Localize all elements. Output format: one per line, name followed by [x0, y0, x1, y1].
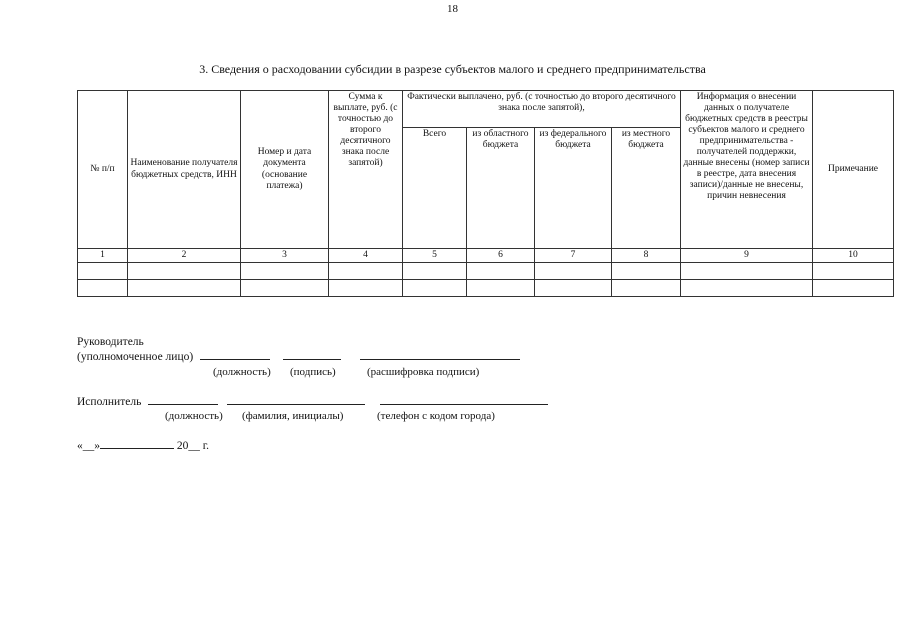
head-label: Руководитель: [77, 336, 144, 348]
table-cell: [813, 263, 894, 280]
table-cell: [403, 263, 467, 280]
table-cell: [467, 263, 535, 280]
executor-line: [77, 396, 548, 408]
table-cell: [128, 263, 241, 280]
section-title: 3. Сведения о расходовании субсидии в разрезе субъектов малого и среднего предпринимательства: [199, 62, 706, 76]
column-number: 1: [78, 249, 128, 263]
column-number: 2: [128, 249, 241, 263]
table-cell: [813, 280, 894, 297]
head-position-caption: (должность): [213, 366, 271, 378]
column-number: 8: [612, 249, 681, 263]
head-signature-caption: (подпись): [290, 366, 336, 378]
header-local-budget: из местного бюджета: [612, 128, 681, 249]
head-position-line: [200, 358, 270, 360]
table-cell: [329, 263, 403, 280]
date-year: 20__ г.: [176, 440, 210, 452]
executor-name-caption: (фамилия, инициалы): [242, 410, 344, 422]
table-cell: [612, 280, 681, 297]
column-number: 6: [467, 249, 535, 263]
table-cell: [535, 263, 612, 280]
table-cell: [78, 263, 128, 280]
header-regional-budget: из областного бюджета: [467, 128, 535, 249]
column-numbers-row: [78, 249, 894, 263]
header-amount-to-pay: Сумма к выплате, руб. (с точностью до второго десятичного знака после запятой): [329, 91, 403, 249]
table-cell: [128, 280, 241, 297]
header-note: Примечание: [813, 91, 894, 249]
table-cell: [241, 280, 329, 297]
executor-phone-caption: (телефон с кодом города): [377, 410, 495, 422]
date-day: «__»: [77, 440, 100, 452]
page-number: 18: [447, 3, 458, 15]
table-row: [78, 280, 894, 297]
column-number: 7: [535, 249, 612, 263]
table-cell: [681, 263, 813, 280]
column-number: 5: [403, 249, 467, 263]
header-document: Номер и дата документа (основание платежа): [241, 91, 329, 249]
column-number: 9: [681, 249, 813, 263]
column-number: 3: [241, 249, 329, 263]
table-cell: [612, 263, 681, 280]
table-row: [78, 263, 894, 280]
table-cell: [329, 280, 403, 297]
table-cell: [467, 280, 535, 297]
header-registry-info: Информация о внесении данных о получателе бюджетных средств в реестры субъектов малого и среднего предпринимательства - получателей поддержки, данные внесены (номер записи в реестре, дата внесения записи)/данные не внесены, причин невнесения: [681, 91, 813, 249]
head-decoding-caption: (расшифровка подписи): [367, 366, 480, 378]
executor-position-caption: (должность): [165, 410, 223, 422]
column-number: 10: [813, 249, 894, 263]
head-authorized-line: [77, 351, 520, 363]
table-cell: [78, 280, 128, 297]
executor-label: Исполнитель: [77, 396, 142, 408]
executor-name-line: [227, 403, 365, 405]
header-total: Всего: [403, 128, 467, 249]
table-cell: [681, 280, 813, 297]
head-decoding-line: [360, 358, 520, 360]
subsidy-expenditure-table: [77, 90, 894, 297]
executor-phone-line: [380, 403, 548, 405]
table-cell: [535, 280, 612, 297]
column-number: 4: [329, 249, 403, 263]
head-signature-line: [283, 358, 341, 360]
date-month-line: [100, 447, 174, 449]
header-recipient-name: Наименование получателя бюджетных средств, ИНН: [128, 91, 241, 249]
head-authorized-label: (уполномоченное лицо): [77, 351, 194, 363]
table-cell: [403, 280, 467, 297]
header-row-number: № п/п: [78, 91, 128, 249]
executor-position-line: [148, 403, 218, 405]
header-federal-budget: из федерального бюджета: [535, 128, 612, 249]
header-actually-paid-group: Фактически выплачено, руб. (с точностью до второго десятичного знака после запятой),: [403, 91, 681, 128]
table-cell: [241, 263, 329, 280]
date-line: [77, 440, 209, 452]
